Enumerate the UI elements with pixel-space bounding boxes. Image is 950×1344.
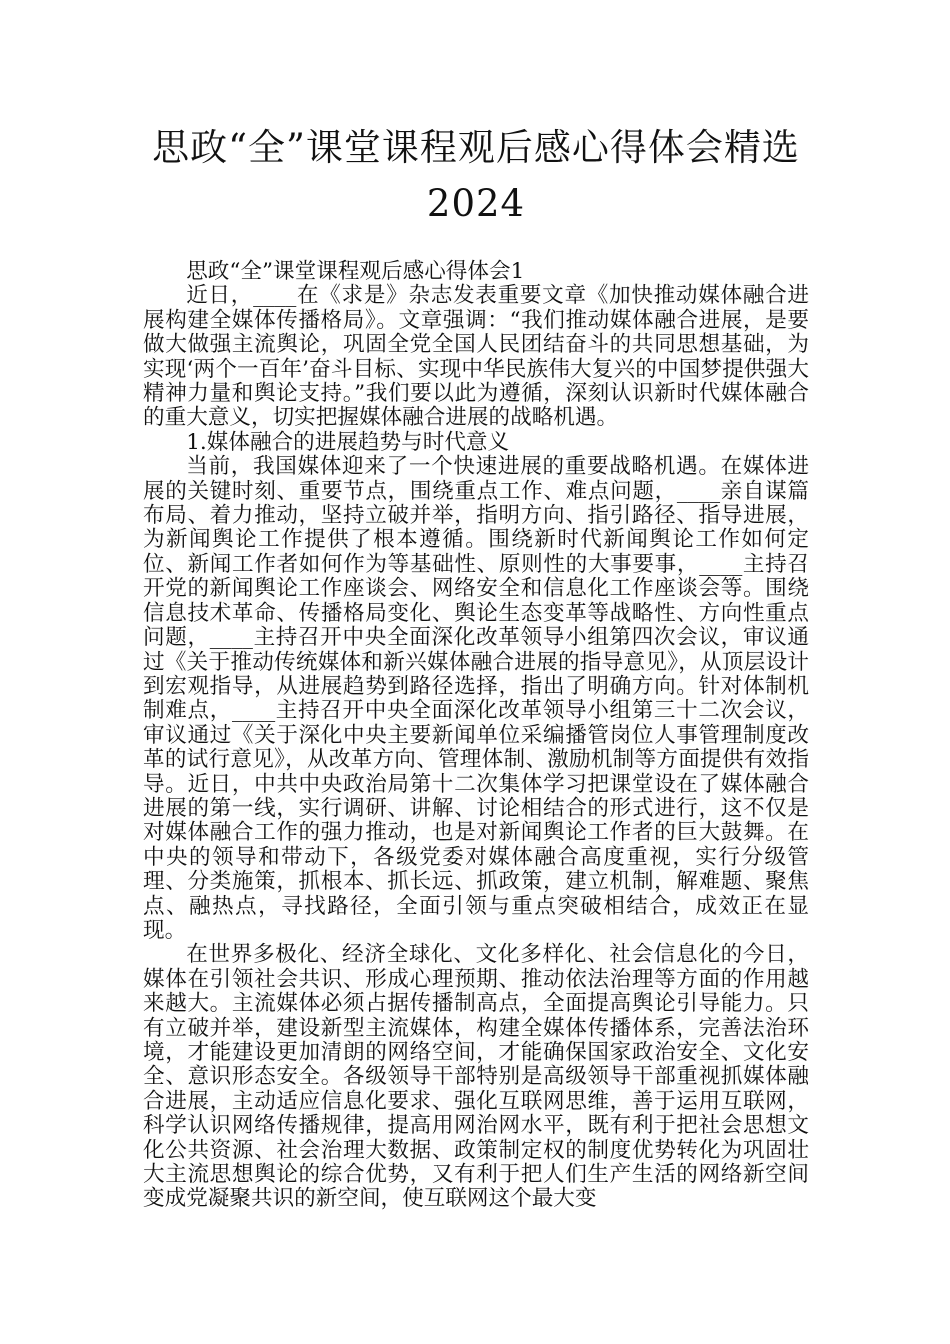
document-body bbox=[143, 260, 809, 1212]
document-page bbox=[143, 120, 809, 1212]
title-line-2: 2024 bbox=[426, 182, 526, 225]
subsection-heading: 1.媒体融合的进展趋势与时代意义 bbox=[186, 429, 510, 455]
paragraph: 在世界多极化、经济全球化、文化多样化、社会信息化的今日，媒体在引领社会共识、形成心理预期、推动依法治理等方面的作用越来越大。主流媒体必须占据传播制高点，全面提高舆论引导能力。只有立破并举，建设新型主流媒体，构建全媒体传播体系，完善法治环境，才能建设更加清朗的网络空间，才能确保国家政治安全、文化安全、意识形态安全。各级领导干部特别是高级领导干部重视抓媒体融合进展，主动适应信息化要求、强化互联网思维，善于运用互联网，科学认识网络传播规律，提高用网治网水平，既有利于把社会思想文化公共资源、社会治理大数据、政策制定权的制度优势转化为巩固壮大主流思想舆论的综合优势，又有利于把人们生产生活的网络新空间变成党凝聚共识的新空间，使互联网这个最大变 bbox=[143, 942, 809, 1212]
paragraph: 近日，____在《求是》杂志发表重要文章《加快推动媒体融合进展构建全媒体传播格局》。文章强调：“我们推动媒体融合进展，是要做大做强主流舆论，巩固全党全国人民团结奋斗的共同思想基础，为实现‘两个一百年’奋斗目标、实现中华民族伟大复兴的中国梦提供强大精神力量和舆论支持。”我们要以此为遵循，深刻认识新时代媒体融合的重大意义，切实把握媒体融合进展的战略机遇。 bbox=[143, 283, 809, 431]
title-line-1: 思政“全”课堂课程观后感心得体会精选 bbox=[152, 126, 800, 169]
paragraph: 当前，我国媒体迎来了一个快速进展的重要战略机遇。在媒体进展的关键时刻、重要节点，围绕重点工作、难点问题，____亲自谋篇布局、着力推动，坚持立破并举，指明方向、指引路径、指导进展，为新闻舆论工作提供了根本遵循。围绕新时代新闻舆论工作如何定位、新闻工作者如何作为等基础性、原则性的大事要事，____主持召开党的新闻舆论工作座谈会、网络安全和信息化工作座谈会等。围绕信息技术革命、传播格局变化、舆论生态变革等战略性、方向性重点问题，____主持召开中央全面深化改革领导小组第四次会议，审议通过《关于推动传统媒体和新兴媒体融合进展的指导意见》，从顶层设计到宏观指导，从进展趋势到路径选择，指出了明确方向。针对体制机制难点，____主持召开中央全面深化改革领导小组第三十二次会议，审议通过《关于深化中央主要新闻单位采编播管岗位人事管理制度改革的试行意见》，从改革方向、管理体制、激励机制等方面提供有效指导。近日，中共中央政治局第十二次集体学习把课堂设在了媒体融合进展的第一线，实行调研、讲解、讨论相结合的形式进行，这不仅是对媒体融合工作的强力推动，也是对新闻舆论工作者的巨大鼓舞。在中央的领导和带动下，各级党委对媒体融合高度重视，实行分级管理、分类施策，抓根本、抓长远、抓政策，建立机制，解难题、聚焦点、融热点，寻找路径，全面引领与重点突破相结合，成效正在显现。 bbox=[143, 454, 809, 943]
section-heading: 思政“全”课堂课程观后感心得体会1 bbox=[186, 259, 525, 284]
document-title bbox=[143, 120, 809, 232]
